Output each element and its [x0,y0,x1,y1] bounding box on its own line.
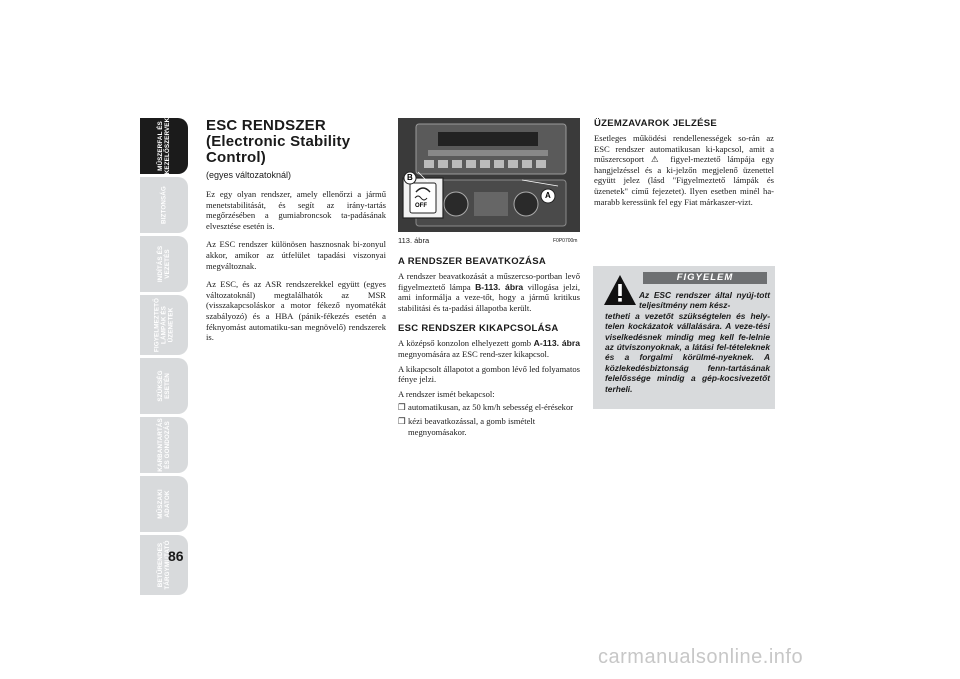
column-intro [206,118,386,343]
paragraph: A középső konzolon elhelyezett gomb A-113. ábra megnyomására az ESC rend-szer kikapcsol. [398,338,580,359]
esc-off-button-label: OFF [415,203,427,209]
tab-muszaki[interactable] [140,476,188,532]
checkbox-bullet-icon: ❒ [398,415,406,426]
tab-label: FIGYELMEZTETŐ LÁMPÁK ÉS ÜZENETEK [153,297,175,353]
tab-label: SZÜKSÉG ESETÉN [157,370,171,402]
figure-label-b: B [407,173,413,182]
center-console-illustration [398,118,580,232]
section-heading: A RENDSZER BEAVATKOZÁSA [398,256,546,267]
variant-note: (egyes változatoknál) [206,170,292,180]
tab-label: BETŰRENDES TÁRGYMUTATÓ [157,540,171,590]
section-heading: ESC RENDSZER KIKAPCSOLÁSA [398,323,559,335]
paragraph: Ez egy olyan rendszer, amely ellenőrzi a jármű menetstabilitását, és segít az irány-tartás megőrzésében a gumiabroncsok ta-padásának elvesztése esetén is. [206,189,386,231]
page-number: 86 [168,548,184,564]
tab-betu-rendes[interactable] [140,535,188,595]
page-title: ESC RENDSZER (Electronic Stability Control) [206,117,351,166]
tab-label: BIZTONSÁG [160,186,168,224]
paragraph: A rendszer beavatkozását a műszercso-portban levő figyelmeztető lámpa B-113. ábra villogása jelzi, ami informálja a veze-tőt, hogy a jármű kritikus stabilitási és ta-padási állapotba került. [398,271,580,313]
watermark: carmanualsonline.info [598,646,804,668]
tab-label: MŰSZAKI ADATOK [157,489,171,519]
paragraph: Az ESC, és az ASR rendszerekkel együtt (egyes változatoknál) megtalálhatók az MSR (visszakapcsoláskor a motor fékező nyomatékát szabályozó) és a HBA (pánik-fékezés esetén a féknyomást automatiku-san megnövelő) rendszerek is. [206,279,386,343]
column-operation [398,256,580,437]
tab-szukseg[interactable] [140,358,188,414]
list-item: ❒ automatikusan, az 50 km/h sebesség el-érésekor [398,402,574,413]
paragraph: Esetleges működési rendellenességek so-rán az ESC rendszer automatikusan ki-kapcsol, amit a műszercsoport ⚠ figyel-meztető lámpája egy hangjelzéssel és a ki-jelzőn megjelenő üzenettel együtt jelez (lásd "Figyelmeztető lámpák és üzenetek" című fejezetet). Ilyen esetben minél ha-marabb keressünk fel egy Fiat márkaszer-vizt. [594,133,774,207]
paragraph: A kikapcsolt állapotot a gombon lévő led folyamatos fénye jelzi. [398,363,580,385]
tab-label: KARBANTARTÁS ÉS GONDOZÁS [157,418,171,472]
dashboard-figure [398,118,580,232]
warning-header: FIGYELEM [643,272,767,284]
tab-label: INDÍTÁS ÉS VEZETÉS [157,245,171,283]
tab-inditas[interactable] [140,236,188,292]
tab-label: MŰSZERFAL ÉS KEZELŐSZERVEK [157,117,171,175]
paragraph: A rendszer ismét bekapcsol: [398,388,495,399]
section-heading: ÜZEMZAVAROK JELZÉSE [594,118,718,129]
tab-karbantartas[interactable] [140,417,188,473]
figure-label-a: A [545,191,551,200]
checkbox-bullet-icon: ❒ [398,402,406,413]
list-item: ❒ kézi beavatkozással, a gomb ismételt megnyomásakor. [398,415,536,437]
tab-figyelmezteto[interactable] [140,295,188,355]
warning-text: Az ESC rendszer által nyúj-tott teljesítmény nem kész- tetheti a vezetőt szükségtelen és hely-telen kockázatok vállalására. A veze-tési viselkedésnek mindig meg kell fe-lelnie az útviszonyoknak, a látási fel-tételeknek és a forgalmi körülmé-nyeknek. A közlekedésbiztonság fenn-tartásának felelőssége mindig a gép-kocsivezetőt terheli. [605,290,770,394]
tab-biztonsag[interactable] [140,177,188,233]
tab-muszerfal[interactable] [140,118,188,174]
column-malfunction [594,118,774,207]
figure-code: F0P0700m [553,238,578,244]
warning-box [593,266,775,409]
figure-caption: 113. ábra [398,236,430,245]
paragraph: Az ESC rendszer különösen hasznosnak bi-zonyul akkor, amikor az útfelület tapadási viszonyai megváltoznak. [206,239,386,271]
